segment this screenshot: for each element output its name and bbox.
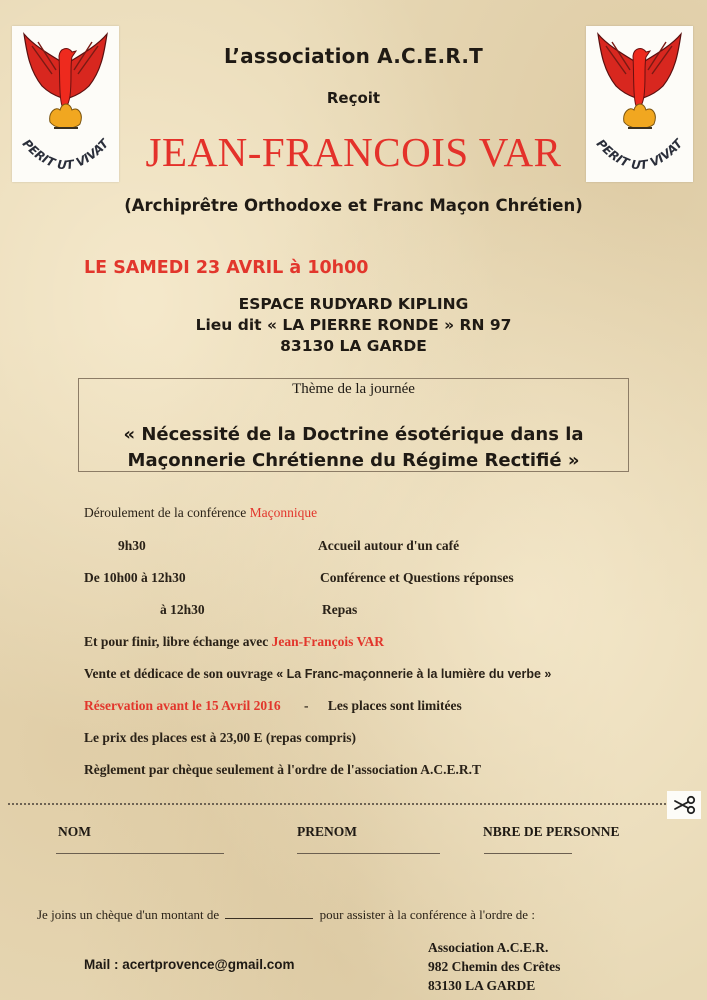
theme-label: Thème de la journée <box>292 381 415 397</box>
persons-input[interactable] <box>484 853 572 854</box>
program-heading <box>84 505 317 521</box>
postal-address <box>428 938 560 995</box>
exchange-speaker: Jean-François VAR <box>271 634 385 649</box>
contact-email: Mail : acertprovence@gmail.com <box>84 957 295 972</box>
exchange-line <box>84 634 384 650</box>
cheque-text-after: pour assister à la conférence à l'ordre de : <box>319 907 535 922</box>
theme-title-line: Maçonnerie Chrétienne du Régime Rectifié » <box>127 450 580 471</box>
reservation-separator: - <box>303 698 309 713</box>
cheque-text-before: Je joins un chèque d'un montant de <box>37 907 220 922</box>
cheque-amount-input[interactable] <box>225 908 313 919</box>
reservation-line <box>84 698 462 714</box>
schedule-activity: Conférence et Questions réponses <box>320 570 514 585</box>
book-text: Vente et dédicace de son ouvrage <box>84 666 273 681</box>
theme-title <box>0 422 707 474</box>
cut-line <box>8 803 666 805</box>
receives-text: Reçoit <box>326 89 381 107</box>
svg-text:PERIT UT VIVAT: PERIT UT VIVAT <box>593 136 686 173</box>
program-heading-text: Déroulement de la conférence <box>84 505 247 520</box>
payment-line: Règlement par chèque seulement à l'ordre de l'association A.C.E.R.T <box>84 762 481 777</box>
address-line: 982 Chemin des Crêtes <box>428 959 561 974</box>
field-label-nom: NOM <box>58 824 91 839</box>
prenom-input[interactable] <box>297 853 440 854</box>
address-line: 83130 LA GARDE <box>428 978 536 993</box>
schedule-time: à 12h30 <box>160 602 205 617</box>
venue-address <box>0 294 707 357</box>
field-label-persons: NBRE DE PERSONNE <box>483 824 620 839</box>
event-date: LE SAMEDI 23 AVRIL à 10h00 <box>84 258 369 278</box>
venue-line: ESPACE RUDYARD KIPLING <box>238 295 469 313</box>
schedule-activity: Repas <box>322 602 358 617</box>
venue-line: 83130 LA GARDE <box>280 337 427 355</box>
speaker-name: JEAN-FRANCOIS VAR <box>145 129 562 175</box>
venue-line: Lieu dit « LA PIERRE RONDE » RN 97 <box>195 316 512 334</box>
address-line: Association A.C.E.R. <box>428 940 549 955</box>
schedule-time: De 10h00 à 12h30 <box>84 570 186 585</box>
speaker-title: (Archiprêtre Orthodoxe et Franc Maçon Chrétien) <box>124 196 583 215</box>
scissors-icon <box>667 791 701 819</box>
schedule-time: 9h30 <box>118 538 146 553</box>
theme-title-line: « Nécessité de la Doctrine ésotérique dans la <box>123 424 584 445</box>
exchange-text: Et pour finir, libre échange avec <box>84 634 269 649</box>
reservation-deadline: Réservation avant le 15 Avril 2016 <box>84 698 281 713</box>
schedule-activity: Accueil autour d'un café <box>318 538 460 553</box>
program-heading-highlight: Maçonnique <box>249 505 318 520</box>
cheque-line <box>37 907 535 923</box>
book-line <box>84 666 551 682</box>
limited-seats: Les places sont limitées <box>327 698 462 713</box>
field-label-prenom: PRENOM <box>297 824 357 839</box>
association-name: L’association A.C.E.R.T <box>224 44 483 68</box>
price-line: Le prix des places est à 23,00 E (repas compris) <box>84 730 356 745</box>
nom-input[interactable] <box>56 853 224 854</box>
book-title: « La Franc-maçonnerie à la lumière du verbe » <box>276 667 552 681</box>
svg-text:PERIT UT VIVAT: PERIT UT VIVAT <box>19 136 112 173</box>
